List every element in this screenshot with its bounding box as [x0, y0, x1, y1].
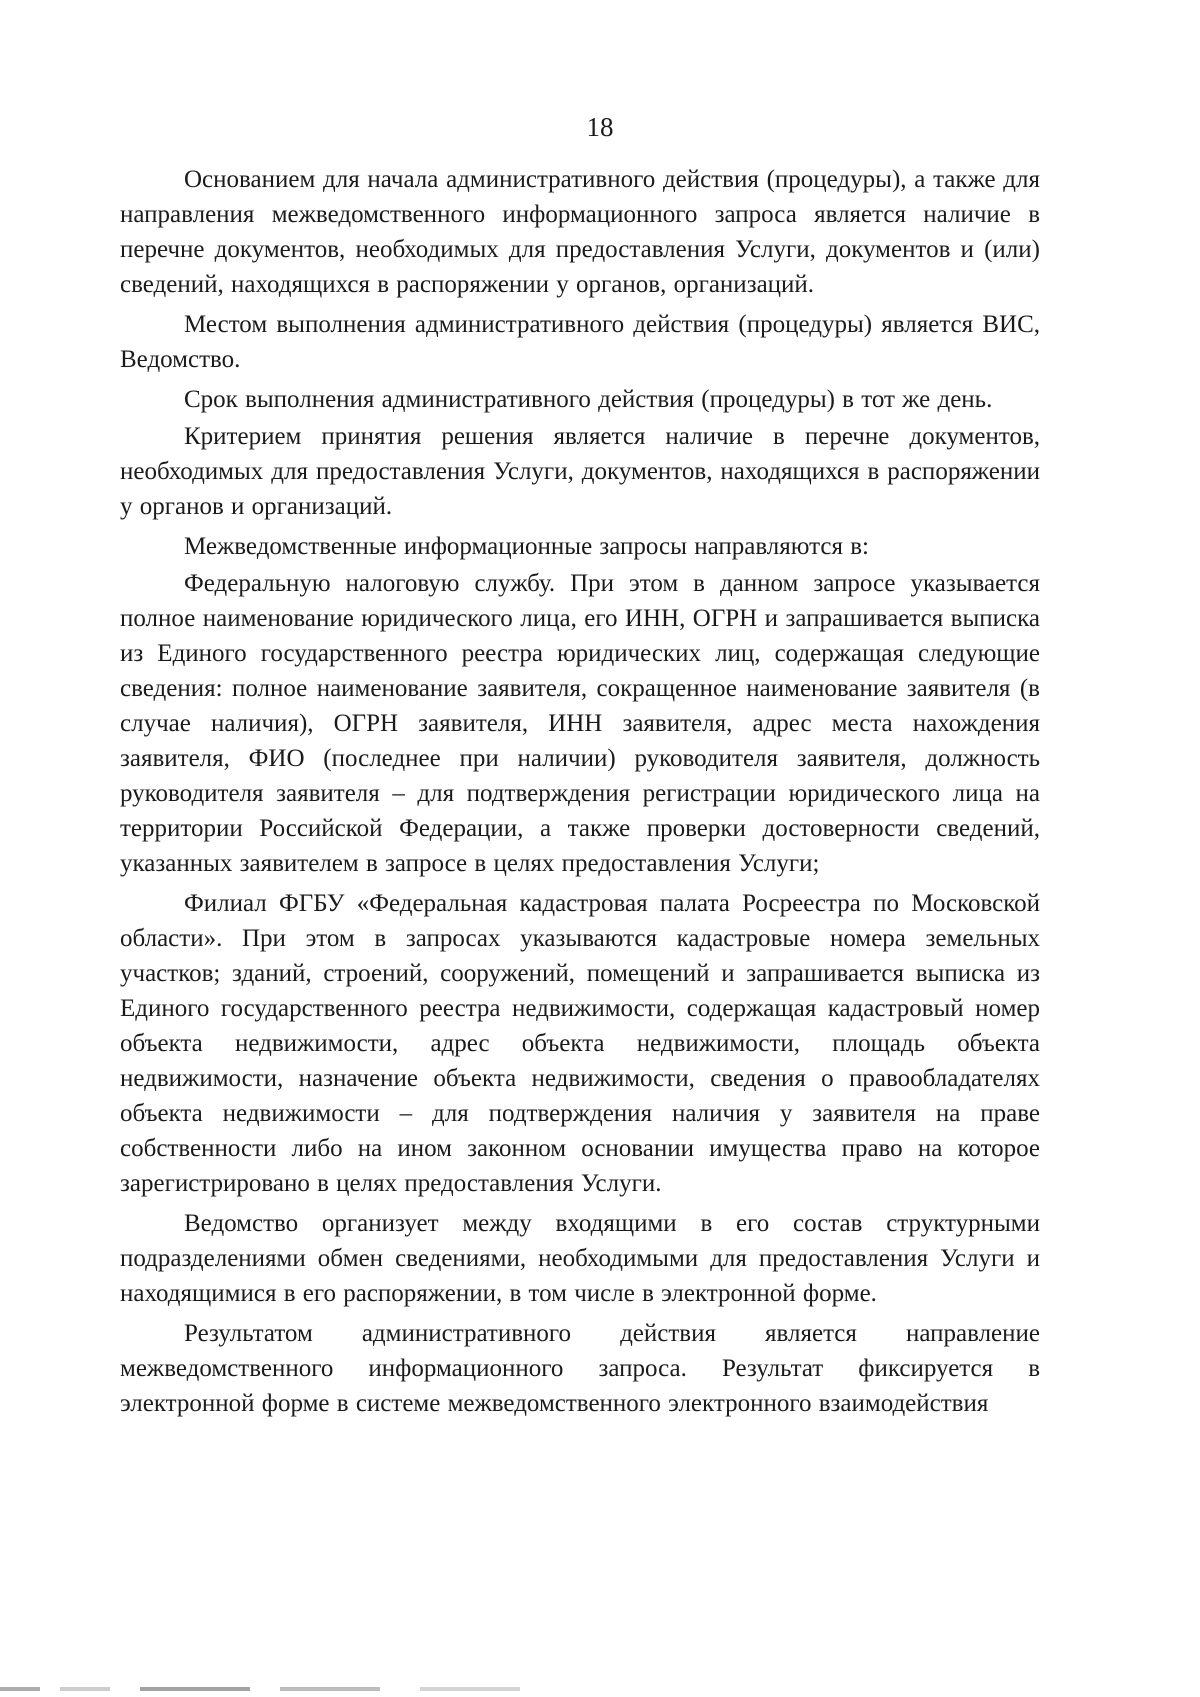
paragraph-agency-exchange: Ведомство организует между входящими в его состав структурными подразделениями обмен сведениями, необходимыми для предоставления Услуги и находящимися в его распоряжении, в том числе в электронной форме. [120, 1210, 1040, 1307]
paragraph-term: Срок выполнения административного действия (процедуры) в тот же день. [184, 386, 993, 413]
paragraph-cadastral-chamber: Филиал ФГБУ «Федеральная кадастровая палата Росреестра по Московской области». При этом в запросах указываются кадастровые номера земельных участков; зданий, строений, сооружений, помещений и запрашивается выписка из Единого государственного реестра недвижимости, содержащая кадастровый номер объекта недвижимости, адрес объекта недвижимости, площадь объекта недвижимости, назначение объекта недвижимости, сведения о правообладателях объекта недвижимости – для подтверждения наличия у заявителя на праве собственности либо на ином законном основании имущества право на которое зарегистрировано в целях предоставления Услуги. [120, 890, 1040, 1197]
page-number: 18 [586, 112, 614, 142]
paragraph-requests-intro: Межведомственные информационные запросы направляются в: [184, 533, 869, 560]
document-body [120, 162, 1040, 1421]
paragraph-criterion: Критерием принятия решения является наличие в перечне документов, необходимых для предоставления Услуги, документов, находящихся в распоряжении у органов и организаций. [120, 423, 1040, 520]
paragraph-place: Местом выполнения административного действия (процедуры) является ВИС, Ведомство. [120, 311, 1040, 373]
paragraph-result: Результатом административного действия является направление межведомственного информационного запроса. Результат фиксируется в электронной форме в системе межведомственного электронного взаимодействия [120, 1320, 1040, 1417]
scan-edge-artifact [0, 1687, 520, 1691]
paragraph-tax-service: Федеральную налоговую службу. При этом в данном запросе указывается полное наименование юридического лица, его ИНН, ОГРН и запрашивается выписка из Единого государственного реестра юридических лиц, содержащая следующие сведения: полное наименование заявителя, сокращенное наименование заявителя (в случае наличия), ОГРН заявителя, ИНН заявителя, адрес места нахождения заявителя, ФИО (последнее при наличии) руководителя заявителя, должность руководителя заявителя – для подтверждения регистрации юридического лица на территории Российской Федерации, а также проверки достоверности сведений, указанных заявителем в запросе в целях предоставления Услуги; [120, 570, 1040, 877]
paragraph-basis: Основанием для начала административного действия (процедуры), а также для направления межведомственного информационного запроса является наличие в перечне документов, необходимых для предоставления Услуги, документов и (или) сведений, находящихся в распоряжении у органов, организаций. [120, 166, 1040, 298]
